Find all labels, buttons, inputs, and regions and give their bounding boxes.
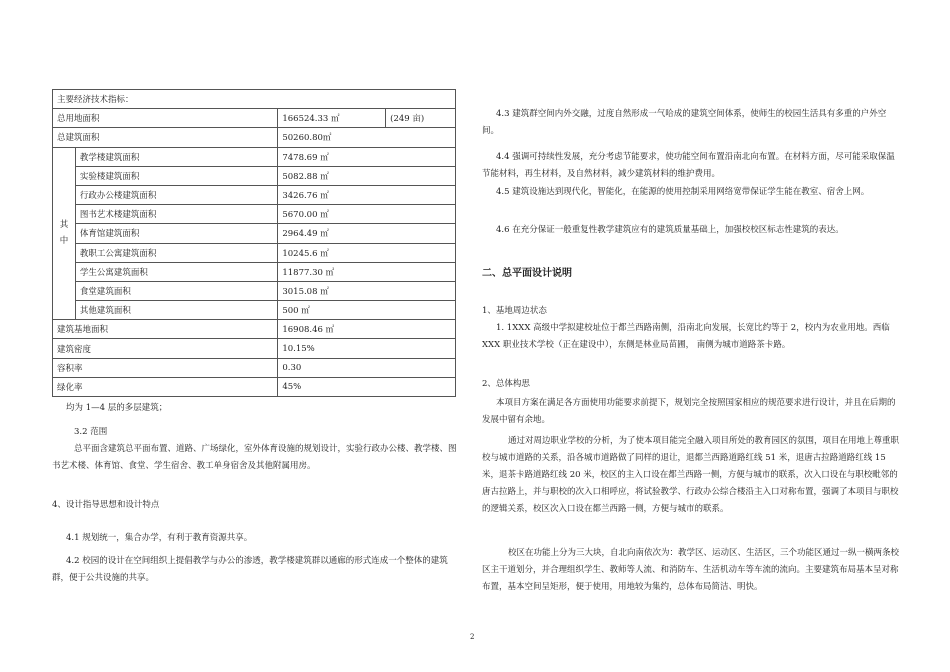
floors-note: 均为 1—4 层的多层建筑； — [66, 403, 168, 413]
row-note: (249 亩) — [386, 109, 456, 128]
row-value: 5082.88 ㎡ — [278, 166, 456, 185]
table-row — [53, 301, 456, 320]
table-row — [53, 147, 456, 166]
table-row — [53, 166, 456, 185]
page-number: 2 — [470, 633, 475, 641]
row-value: 7478.69 ㎡ — [278, 147, 456, 166]
paragraph-4-3: 4.3 建筑群空间内外交融，过度自然形成一气哈成的建筑空间体系，使师生的校园生活具有多重的户外空间。 — [482, 109, 887, 136]
row-value: 500 ㎡ — [278, 301, 456, 320]
table-row — [53, 243, 456, 262]
table-title: 主要经济技术指标： — [53, 90, 456, 109]
scope-heading: 3.2 范围 — [74, 427, 108, 437]
row-value: 2964.49 ㎡ — [278, 224, 456, 243]
table-row — [53, 339, 456, 358]
sub-group-label: 其 中 — [53, 147, 76, 320]
table-row — [53, 377, 456, 396]
row-value: 0.30 — [278, 358, 456, 377]
table-row — [53, 358, 456, 377]
paragraph-4-5: 4.5 建筑设施达到现代化，智能化，在能源的使用控制采用网络宽带保证学生能在教室、宿舍上网。 — [496, 187, 870, 197]
row-value: 45% — [278, 377, 456, 396]
row-value: 10.15% — [278, 339, 456, 358]
design-heading: 4、设计指导思想和设计特点 — [52, 500, 160, 510]
table-row — [53, 205, 456, 224]
row-label: 教职工公寓建筑面积 — [75, 243, 277, 262]
row-label: 图书艺术楼建筑面积 — [75, 205, 277, 224]
paragraph-4-1: 4.1 规划统一，集合办学，有利于教育资源共享。 — [66, 533, 253, 543]
economic-indicators-table — [52, 89, 456, 397]
row-value: 5670.00 ㎡ — [278, 205, 456, 224]
subsection-1-paragraph: 1. 1XXX 高级中学拟建校址位于都兰西路南侧，沿南北向发展，长宽比约等于 2，校内为农业用地。西临 XXX 职业技术学校（正在建设中），东侧是林业局苗圃， 南侧为城市道路茶卡路。 — [482, 323, 890, 350]
row-label: 体育馆建筑面积 — [75, 224, 277, 243]
row-label: 建筑密度 — [53, 339, 278, 358]
paragraph-4-4: 4.4 强调可持续性发展，充分考虑节能要求，使功能空间布置沿南北向布置。在材料方面，尽可能采取保温节能材料，再生材料，及自然材料，减少建筑材料的维护费用。 — [482, 152, 895, 179]
row-value: 166524.33 ㎡ — [278, 109, 386, 128]
row-label: 食堂建筑面积 — [75, 281, 277, 300]
table-row — [53, 128, 456, 147]
table-row — [53, 281, 456, 300]
row-label: 绿化率 — [53, 377, 278, 396]
row-value: 10245.6 ㎡ — [278, 243, 456, 262]
row-value: 50260.80㎡ — [278, 128, 456, 147]
table-row — [53, 320, 456, 339]
row-label: 实验楼建筑面积 — [75, 166, 277, 185]
row-label: 总建筑面积 — [53, 128, 278, 147]
row-label: 总用地面积 — [53, 109, 278, 128]
row-value: 3426.76 ㎡ — [278, 185, 456, 204]
subsection-2-heading: 2、总体构思 — [482, 379, 530, 389]
row-label: 其他建筑面积 — [75, 301, 277, 320]
subsection-2-paragraph-2: 通过对周边职业学校的分析，为了使本项目能完全融入项目所处的教育园区的氛围，项目在用地上尊重职校与城市道路的关系，沿各城市道路做了同样的退让，退都兰西路道路红线 51 米，退唐古拉路道路红线 15 米，退茶卡路道路红线 20 米，校区的主入口设在都兰西路一侧，方便与城市的联系，次入口设在与职校毗邻的唐古拉路上，并与职校的次入口相呼应，将试验教学、行政办公综合楼沿主入口对称布置，强调了本项目与职校的逻辑关系，校区次入口设在都兰西路一侧，方便与城市的联系。 — [482, 436, 900, 514]
row-label: 学生公寓建筑面积 — [75, 262, 277, 281]
subsection-2-paragraph-1: 本项目方案在满足各方面使用功能要求前提下，规划完全按照国家相应的规范要求进行设计，并且在后期的发展中留有余地。 — [482, 398, 896, 425]
section-2-heading: 二、总平面设计说明 — [482, 268, 572, 279]
table-row — [53, 224, 456, 243]
table-row — [53, 185, 456, 204]
row-label: 教学楼建筑面积 — [75, 147, 277, 166]
table-row — [53, 262, 456, 281]
row-label: 容积率 — [53, 358, 278, 377]
paragraph-4-6: 4.6 在充分保证一般重复性教学建筑应有的建筑质量基础上，加强校校区标志性建筑的表达。 — [496, 225, 844, 235]
table-row — [53, 90, 456, 109]
row-label: 行政办公楼建筑面积 — [75, 185, 277, 204]
subsection-1-heading: 1、基地周边状态 — [482, 306, 547, 316]
paragraph-4-2: 4.2 校园的设计在空间组织上提倡教学与办公的渗透，教学楼建筑群以通廊的形式连成一个整体的建筑群，便于公共设施的共享。 — [52, 556, 448, 583]
table-row — [53, 109, 456, 128]
row-value: 3015.08 ㎡ — [278, 281, 456, 300]
row-label: 建筑基地面积 — [53, 320, 278, 339]
row-value: 11877.30 ㎡ — [278, 262, 456, 281]
subsection-2-paragraph-3: 校区在功能上分为三大块，自北向南依次为：教学区、运动区、生活区，三个功能区通过一纵一横两条校区主干道划分，并合理组织学生、教师等人流、和消防车、生活机动车等车流的流向。主要建筑布局基本呈对称布置，基本空间呈矩形，便于使用，用地较为集约，总体布局简洁、明快。 — [482, 548, 900, 592]
scope-paragraph: 总平面含建筑总平面布置、道路、广场绿化，室外体育设施的规划设计，实验行政办公楼、教学楼、图书艺术楼、体育馆、食堂、学生宿舍、教工单身宿舍及其他附属用房。 — [52, 444, 457, 471]
row-value: 16908.46 ㎡ — [278, 320, 456, 339]
